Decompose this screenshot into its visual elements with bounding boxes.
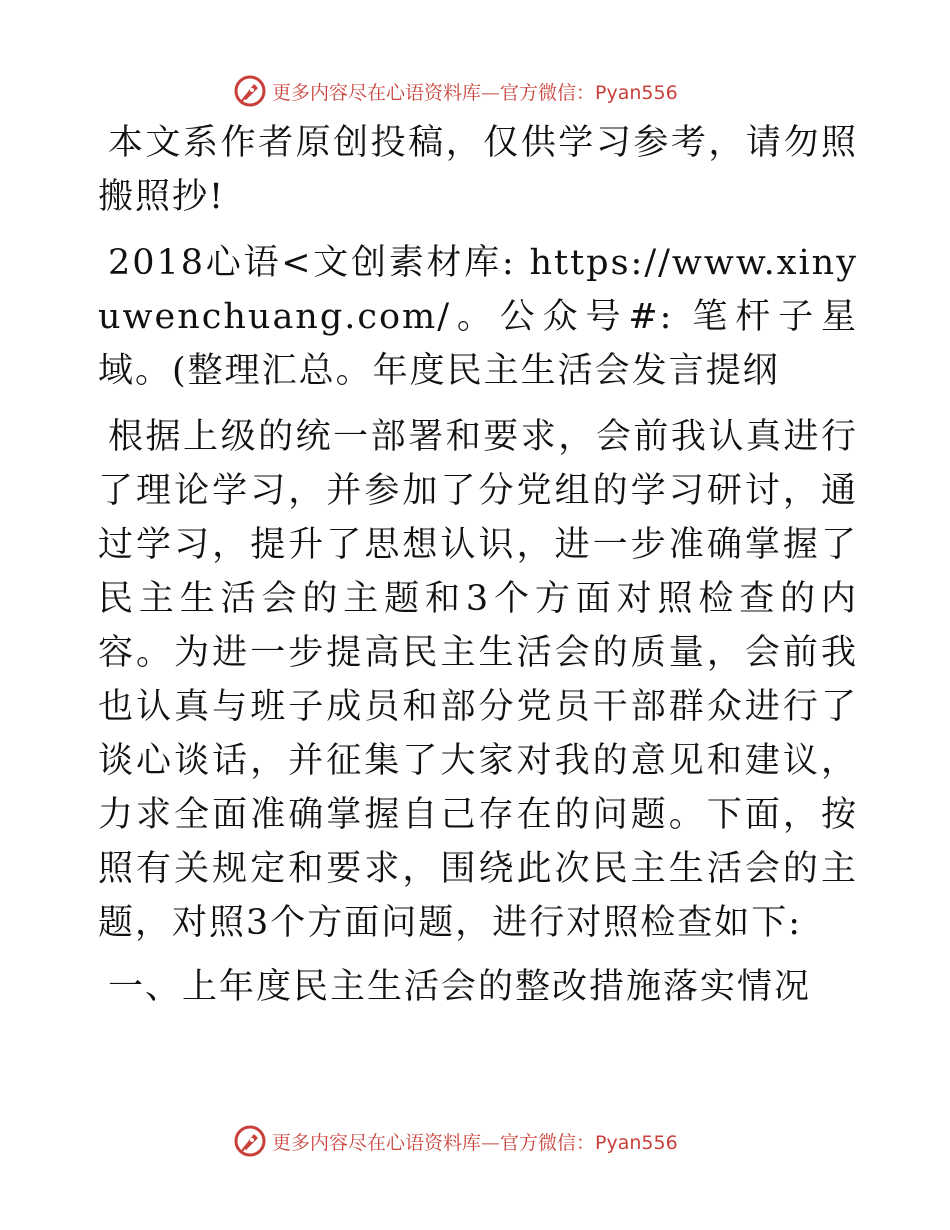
banner-text: [272, 78, 678, 105]
banner-main-text: 更多内容尽在心语资料库: [272, 81, 482, 104]
footer-watermark-banner: [234, 1124, 714, 1158]
banner-official-label: 官方微信：: [500, 1131, 596, 1154]
banner-dash: —: [481, 81, 501, 104]
header-watermark-banner: [234, 74, 714, 108]
pen-nib-logo-icon: [234, 75, 266, 107]
document-body: [98, 116, 858, 1014]
banner-main-text: 更多内容尽在心语资料库: [272, 1131, 482, 1154]
pen-nib-logo-icon: [234, 1125, 266, 1157]
banner-official-label: 官方微信：: [500, 81, 596, 104]
banner-dash: —: [481, 1131, 501, 1154]
source-line: 2018心语<文创素材库: https://www.xinyuwenchuang.com/。公众号#: 笔杆子星域。(整理汇总。年度民主生活会发言提纲: [98, 243, 858, 391]
banner-wechat-id: Pyan556: [595, 1131, 678, 1154]
banner-wechat-id: Pyan556: [595, 81, 678, 104]
body-paragraph: 根据上级的统一部署和要求，会前我认真进行了理论学习，并参加了分党组的学习研讨，通过学习，提升了思想认识，进一步准确掌握了民主生活会的主题和3个方面对照检查的内容。为进一步提高民主生活会的质量，会前我也认真与班子成员和部分党员干部群众进行了谈心谈话，并征集了大家对我的意见和建议，力求全面准确掌握自己存在的问题。下面，按照有关规定和要求，围绕此次民主生活会的主题，对照3个方面问题，进行对照检查如下:: [98, 417, 858, 943]
section-heading: 一、上年度民主生活会的整改措施落实情况: [108, 967, 812, 1007]
banner-text: [272, 1128, 678, 1155]
copyright-notice: 本文系作者原创投稿，仅供学习参考，请勿照搬照抄!: [98, 123, 858, 217]
